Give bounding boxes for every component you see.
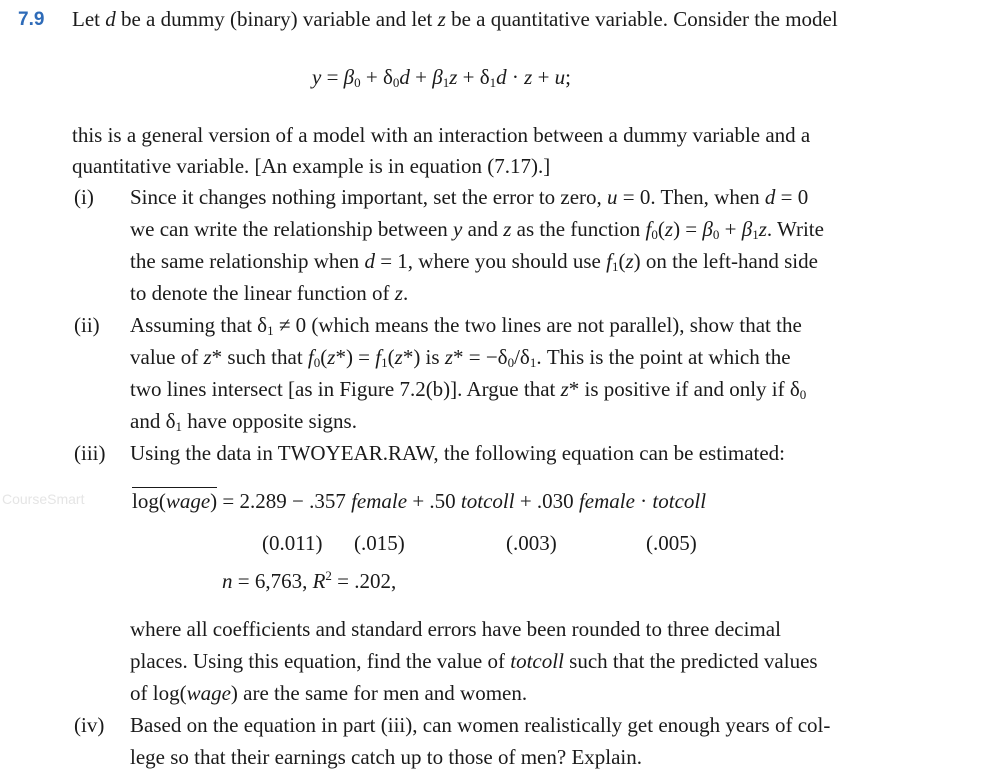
standard-error-4: (.005) [646,531,697,555]
problem-intro-line-2: this is a general version of a model with an interaction between a dummy variable and a [72,123,811,147]
standard-error-2: (.015) [354,531,405,555]
equation-lhs: log(wage) [132,489,218,513]
part-ii-label: (ii) [74,313,100,337]
part-ii-line-4: and $\delta_1$ have opposite signs. [130,409,357,434]
part-iv-label: (iv) [74,713,105,737]
standard-error-1: (0.011) [262,531,323,555]
part-ii-line-2: value of z* such that $f_0(z*) = f_1(z*)$ is $z* = -\delta_0/\delta_1$. This is the point at which the [130,345,791,370]
model-equation: $y = \beta_0 + \delta_0d + \beta_1z + \delta_1d \cdot z + u$; [312,65,572,90]
part-i-line-4: to denote the linear function of z. [130,281,409,305]
part-ii-line-3: two lines intersect [as in Figure 7.2(b)]. Argue that z* is positive if and only if $\delta_0$ [130,377,807,402]
part-i-line-2: we can write the relationship between y and z as the function $f_0(z) = \beta_0 + \beta_1z$. Write [130,217,824,242]
part-i-line-1: Since it changes nothing important, set the error to zero, u = 0. Then, when d = 0 [130,185,809,209]
part-iii-line-4: of log(wage) are the same for men and women. [130,681,528,705]
part-iii-line-3: places. Using this equation, find the value of totcoll such that the predicted values [130,649,818,673]
part-iii-line-1: Using the data in TWOYEAR.RAW, the following equation can be estimated: [130,441,786,465]
part-i-line-3: the same relationship when d = 1, where you should use $f_1(z)$ on the left-hand side [130,249,818,274]
part-ii-line-1: Assuming that $\delta_1 \ne 0$ (which means the two lines are not parallel), show that the [130,313,802,338]
problem-intro-line-1: Let d be a dummy (binary) variable and let z be a quantitative variable. Consider the model [72,7,838,31]
problem-intro-line-3: quantitative variable. [An example is in equation (7.17).] [72,154,551,178]
part-iv-line-1: Based on the equation in part (iii), can women realistically get enough years of col- [130,713,831,737]
part-iv-line-2: lege so that their earnings catch up to those of men? Explain. [130,745,643,769]
watermark: CourseSmart [2,491,85,507]
problem-number: 7.9 [18,9,45,30]
estimated-equation: log(wage) = 2.289 − .357 female + .50 totcoll + .030 female · totcoll [132,489,707,513]
standard-error-3: (.003) [506,531,557,555]
regression-stats: n = 6,763, $R^2 = .202$, [222,568,397,593]
part-iii-line-2: where all coefficients and standard errors have been rounded to three decimal [130,617,781,641]
part-iii-label: (iii) [74,441,106,465]
part-i-label: (i) [74,185,94,209]
